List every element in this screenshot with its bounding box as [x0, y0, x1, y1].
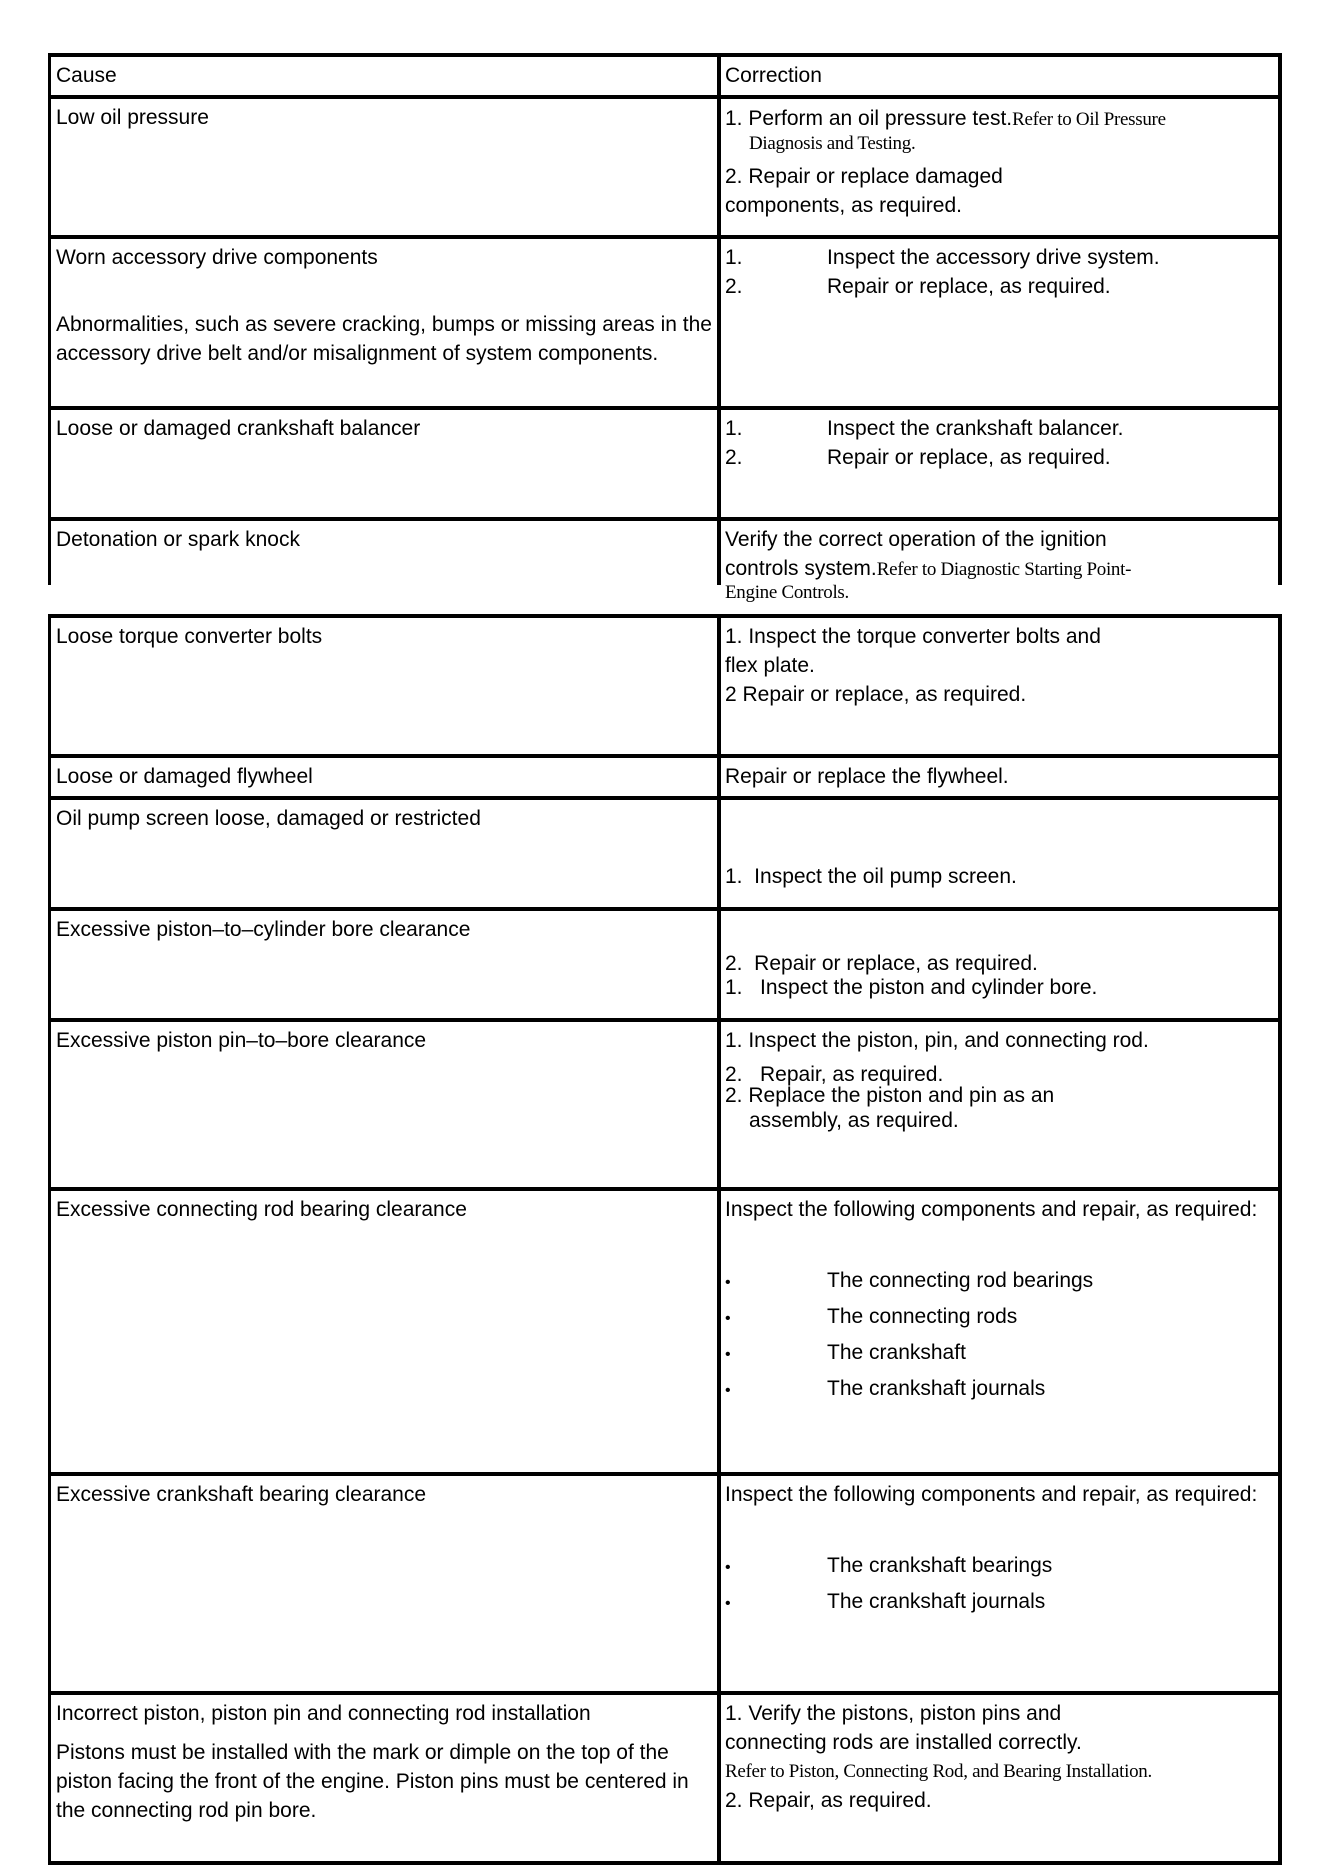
item-text: The connecting rods [827, 1305, 1018, 1328]
bullet-item [725, 1336, 1274, 1372]
reference-link[interactable]: Refer to Diagnostic Starting Point- [876, 559, 1132, 580]
cause-cell: Loose torque converter bolts [48, 618, 721, 754]
cause-cell: Excessive crankshaft bearing clearance [48, 1476, 721, 1691]
step-text: 2. Repair, as required. [725, 1063, 944, 1086]
cause-cell: Oil pump screen loose, damaged or restricted [48, 800, 721, 907]
step-text: 2. Repair, as required. [725, 1789, 932, 1812]
table-row [48, 410, 1282, 521]
reference-link[interactable]: Refer to Piston, Connecting Rod, and Bearing Installation. [725, 1761, 1152, 1782]
bullet-icon: • [725, 1559, 731, 1576]
step-text: Inspect the crankshaft balancer. [827, 417, 1124, 440]
cause-cell: Loose or damaged flywheel [48, 758, 721, 796]
cause-note: Pistons must be installed with the mark or dimple on the top of the piston facing the front of the engine. Piston pins must be centered in the connecting rod pin bore. [56, 1741, 689, 1822]
step-text: Inspect the accessory drive system. [827, 246, 1160, 269]
bullet-item [725, 1372, 1274, 1408]
step-number: 1. [725, 417, 743, 440]
diagnosis-table-part-1 [48, 53, 1282, 603]
bullet-icon: • [725, 1310, 731, 1327]
cause-cell [48, 239, 721, 406]
step-text: connecting rods are installed correctly. [725, 1731, 1082, 1754]
step-text: 1. Inspect the piston and cylinder bore. [725, 976, 1098, 999]
bullet-icon: • [725, 1382, 731, 1399]
bullet-icon: • [725, 1346, 731, 1363]
correction-cell [721, 1191, 1282, 1472]
step-text: 1. Verify the pistons, piston pins and [725, 1702, 1062, 1725]
reference-link[interactable]: Diagnosis and Testing. [749, 133, 916, 154]
item-text: The crankshaft bearings [827, 1554, 1053, 1577]
correction-cell: Repair or replace the flywheel. [721, 758, 1282, 796]
table-row [48, 1695, 1282, 1865]
correction-cell [721, 99, 1282, 235]
correction-cell [721, 1695, 1282, 1861]
table-row [48, 239, 1282, 410]
correction-cell [721, 239, 1282, 406]
item-text: The crankshaft [827, 1341, 966, 1364]
step-text: assembly, as required. [749, 1109, 959, 1132]
step-number: 1. [725, 246, 743, 269]
step-text: 1. Inspect the torque converter bolts and [725, 625, 1101, 648]
diagnosis-table-part-2 [48, 614, 1282, 1865]
intro-text: Inspect the following components and repair, as required: [725, 1198, 1258, 1221]
step-text: Repair or replace, as required. [827, 446, 1111, 469]
table-row [48, 1022, 1282, 1191]
table-row [48, 1191, 1282, 1476]
correction-cell [721, 521, 1282, 603]
step-text: components, as required. [725, 194, 962, 217]
step-text: 2. Repair or replace, as required. [725, 952, 1038, 975]
step-text: 1. Perform an oil pressure test. [725, 107, 1013, 130]
table-row [48, 1476, 1282, 1695]
item-text: The connecting rod bearings [827, 1269, 1094, 1292]
bullet-item [725, 1549, 1274, 1585]
item-text: The crankshaft journals [827, 1590, 1046, 1613]
step-text: controls system. [725, 557, 877, 580]
item-text: The crankshaft journals [827, 1377, 1046, 1400]
bullet-item [725, 1300, 1274, 1336]
cause-cell [48, 1695, 721, 1861]
cause-cell: Loose or damaged crankshaft balancer [48, 410, 721, 517]
correction-cell [721, 1476, 1282, 1691]
header-correction: Correction [721, 57, 1282, 95]
cause-note: Abnormalities, such as severe cracking, bumps or missing areas in the accessory drive belt and/or misalignment of system components. [56, 313, 712, 365]
table-row [48, 521, 1282, 603]
header-cause: Cause [48, 57, 721, 95]
step-text: Repair or replace, as required. [827, 275, 1111, 298]
correction-cell [721, 1022, 1282, 1187]
step-number: 2. [725, 275, 743, 298]
bullet-icon: • [725, 1595, 731, 1612]
reference-link[interactable]: Engine Controls. [721, 581, 1274, 605]
table-row [48, 618, 1282, 758]
correction-cell [721, 618, 1282, 754]
table-header-row [48, 57, 1282, 99]
step-text: 2 Repair or replace, as required. [725, 683, 1027, 706]
step-number: 2. [725, 446, 743, 469]
bullet-icon: • [725, 1274, 731, 1291]
correction-cell [721, 410, 1282, 517]
cause-cell: Excessive piston–to–cylinder bore clearance [48, 911, 721, 1018]
cause-cell: Excessive piston pin–to–bore clearance [48, 1022, 721, 1187]
cause-cell: Low oil pressure [48, 99, 721, 235]
reference-link[interactable]: Refer to Oil Pressure [1012, 109, 1166, 130]
table-row [48, 758, 1282, 800]
cause-text: Incorrect piston, piston pin and connecting rod installation [56, 1702, 591, 1725]
intro-text: Inspect the following components and repair, as required: [725, 1483, 1258, 1506]
cause-cell: Detonation or spark knock [48, 521, 721, 585]
cause-cell: Excessive connecting rod bearing clearance [48, 1191, 721, 1472]
step-text: 2. Repair or replace damaged [725, 165, 1003, 188]
step-text: flex plate. [725, 654, 815, 677]
step-text: 1. Inspect the oil pump screen. [725, 865, 1017, 888]
step-text: 1. Inspect the piston, pin, and connecting rod. [725, 1029, 1149, 1052]
bullet-item [725, 1264, 1274, 1300]
cause-text: Worn accessory drive components [56, 246, 378, 269]
table-row [48, 99, 1282, 239]
step-text: Verify the correct operation of the ignition [725, 528, 1107, 551]
correction-cell [721, 800, 1282, 975]
step-text: 2. Replace the piston and pin as an [725, 1084, 1055, 1107]
bullet-item [725, 1585, 1274, 1621]
